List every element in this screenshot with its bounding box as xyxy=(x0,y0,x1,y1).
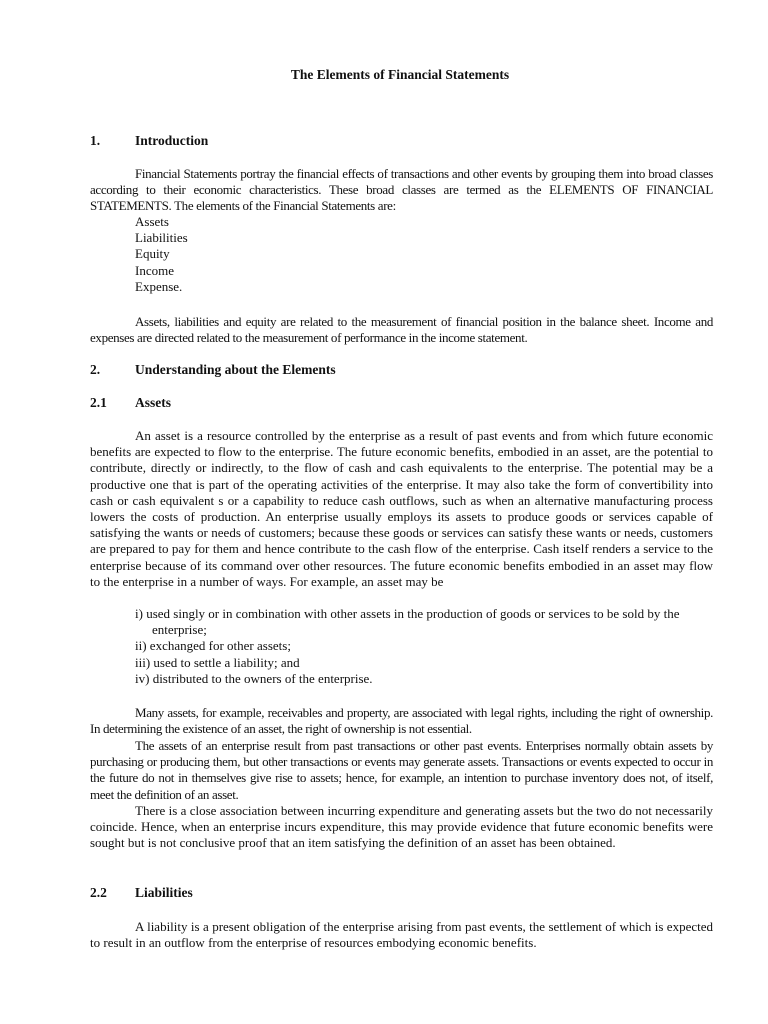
section-heading-understanding xyxy=(90,362,336,378)
section-title: Assets xyxy=(135,395,171,410)
section-number: 2. xyxy=(90,362,101,377)
elements-list xyxy=(135,214,188,295)
intro-paragraph: Financial Statements portray the financial effects of transactions and other events by grouping them into broad classes according to their economic characteristics. These broad classes are termed as the ELEMENTS OF FINANCIAL STATEMENTS. The elements of the Financial Statements are: xyxy=(90,166,713,214)
section-heading-liabilities xyxy=(90,885,193,901)
list-item: iv) distributed to the owners of the enterprise. xyxy=(135,670,373,686)
intro-closing-paragraph: Assets, liabilities and equity are related to the measurement of financial position in the balance sheet. Income and expenses are directed related to the measurement of performance in the income statement. xyxy=(90,314,713,346)
list-item: Assets xyxy=(135,214,169,229)
assets-paragraph-4: There is a close association between incurring expenditure and generating assets but the two do not necessarily coincide. Hence, when an enterprise incurs expenditure, this may provide evidence that future economic benefits were sought but is not conclusive proof that an item satisfying the definition of an asset has been obtained. xyxy=(90,803,713,851)
section-heading-assets xyxy=(90,395,171,411)
section-number: 1. xyxy=(90,133,101,148)
section-title: Introduction xyxy=(135,133,209,148)
list-item: iii) used to settle a liability; and xyxy=(135,654,300,670)
section-heading-introduction xyxy=(90,133,208,149)
assets-paragraph-3: The assets of an enterprise result from past transactions or other past events. Enterprises normally obtain assets by purchasing or producing them, but other transactions or events may generate assets. Transactions or events expected to occur in the future do not in themselves give rise to assets; hence, for example, an intention to purchase inventory does not, of itself, meet the definition of an asset. xyxy=(90,738,713,802)
section-number: 2.2 xyxy=(90,885,107,900)
list-item: ii) exchanged for other assets; xyxy=(135,638,291,654)
section-number: 2.1 xyxy=(90,395,107,410)
list-item: Expense. xyxy=(135,278,183,294)
document-title: The Elements of Financial Statements xyxy=(290,67,510,82)
assets-paragraph-2: Many assets, for example, receivables and property, are associated with legal rights, including the right of ownership. In determining the existence of an asset, the right of ownership is not essential. xyxy=(90,705,713,737)
asset-uses-list xyxy=(135,606,713,687)
assets-paragraph-1: An asset is a resource controlled by the enterprise as a result of past events and from which future economic benefits are expected to flow to the enterprise. The future economic benefits, embodied in an asset, are the potential to contribute, directly or indirectly, to the flow of cash and cash equivalents to the enterprise. The potential may be a productive one that is part of the operating activities of the enterprise. It may also take the form of convertibility into cash or cash equivalent s or a capability to reduce cash outflows, such as when an alternative manufacturing process lowers the costs of production. An enterprise usually employs its assets to produce goods or services capable of satisfying the wants or needs of customers; because these goods or services can satisfy these wants or needs, customers are prepared to pay for them and hence contribute to the cash flow of the enterprise. Cash itself renders a service to the enterprise because of its command over other resources. The future economic benefits embodied in an asset may flow to the enterprise in a number of ways. For example, an asset may be xyxy=(90,428,713,589)
liabilities-paragraph-1: A liability is a present obligation of the enterprise arising from past events, the settlement of which is expected to result in an outflow from the enterprise of resources embodying economic benefits. xyxy=(90,919,713,951)
list-item: Equity xyxy=(135,246,170,262)
list-item: Income xyxy=(135,262,174,278)
list-item: Liabilities xyxy=(135,230,188,246)
list-item: i) used singly or in combination with other assets in the production of goods or services to be sold by the enterprise; xyxy=(135,606,680,638)
section-title: Liabilities xyxy=(135,885,193,900)
section-title: Understanding about the Elements xyxy=(135,362,336,377)
